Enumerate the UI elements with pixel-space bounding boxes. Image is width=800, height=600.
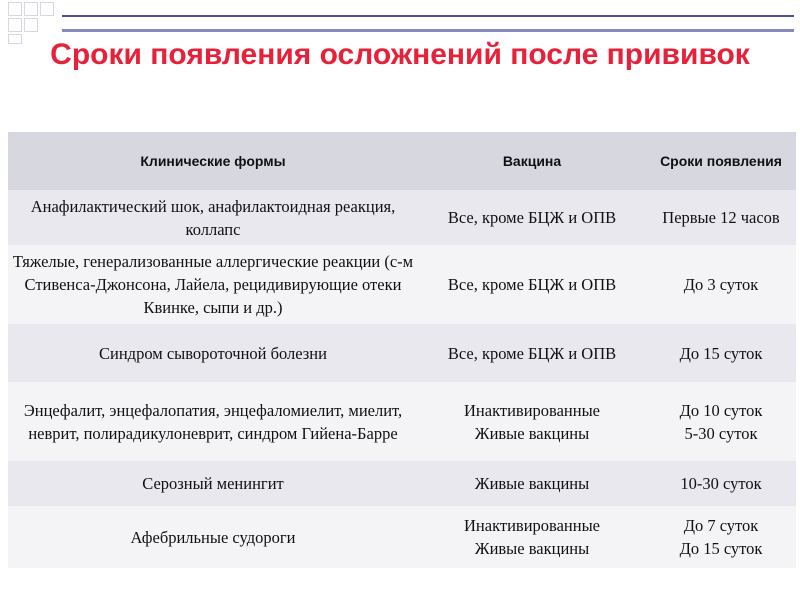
complications-table (8, 132, 796, 568)
table-row (8, 324, 796, 382)
table-row (8, 190, 796, 245)
cell-timing: 10-30 суток (646, 461, 796, 506)
cell-form: Энцефалит, энцефалопатия, энцефаломиелит, миелит, неврит, полирадикулоневрит, синдром Гийена-Барре (8, 382, 418, 461)
cell-vaccine: Живые вакцины (418, 461, 646, 506)
column-header-vaccine: Вакцина (418, 132, 646, 190)
cell-timing: До 15 суток (646, 324, 796, 382)
cell-timing: Первые 12 часов (646, 190, 796, 245)
cell-timing: До 3 суток (646, 245, 796, 324)
cell-form: Синдром сывороточной болезни (8, 324, 418, 382)
table-row (8, 382, 796, 461)
table-row (8, 506, 796, 568)
column-header-timing: Сроки появления (646, 132, 796, 190)
cell-vaccine: Инактивированные Живые вакцины (418, 506, 646, 568)
column-header-forms: Клинические формы (8, 132, 418, 190)
header-rule (62, 15, 794, 32)
cell-timing: До 10 суток 5-30 суток (646, 382, 796, 461)
cell-form: Серозный менингит (8, 461, 418, 506)
cell-vaccine: Инактивированные Живые вакцины (418, 382, 646, 461)
cell-form: Анафилактический шок, анафилактоидная реакция, коллапс (8, 190, 418, 245)
table-row (8, 245, 796, 324)
slide-title: Сроки появления осложнений после прививок (50, 38, 750, 71)
cell-form: Афебрильные судороги (8, 506, 418, 568)
table-row (8, 461, 796, 506)
cell-form: Тяжелые, генерализованные аллергические реакции (с-м Стивенса-Джонсона, Лайела, рецидивирующие отеки Квинке, сыпи и др.) (8, 245, 418, 324)
cell-vaccine: Все, кроме БЦЖ и ОПВ (418, 245, 646, 324)
cell-vaccine: Все, кроме БЦЖ и ОПВ (418, 324, 646, 382)
cell-timing: До 7 суток До 15 суток (646, 506, 796, 568)
table-header-row (8, 132, 796, 190)
cell-vaccine: Все, кроме БЦЖ и ОПВ (418, 190, 646, 245)
